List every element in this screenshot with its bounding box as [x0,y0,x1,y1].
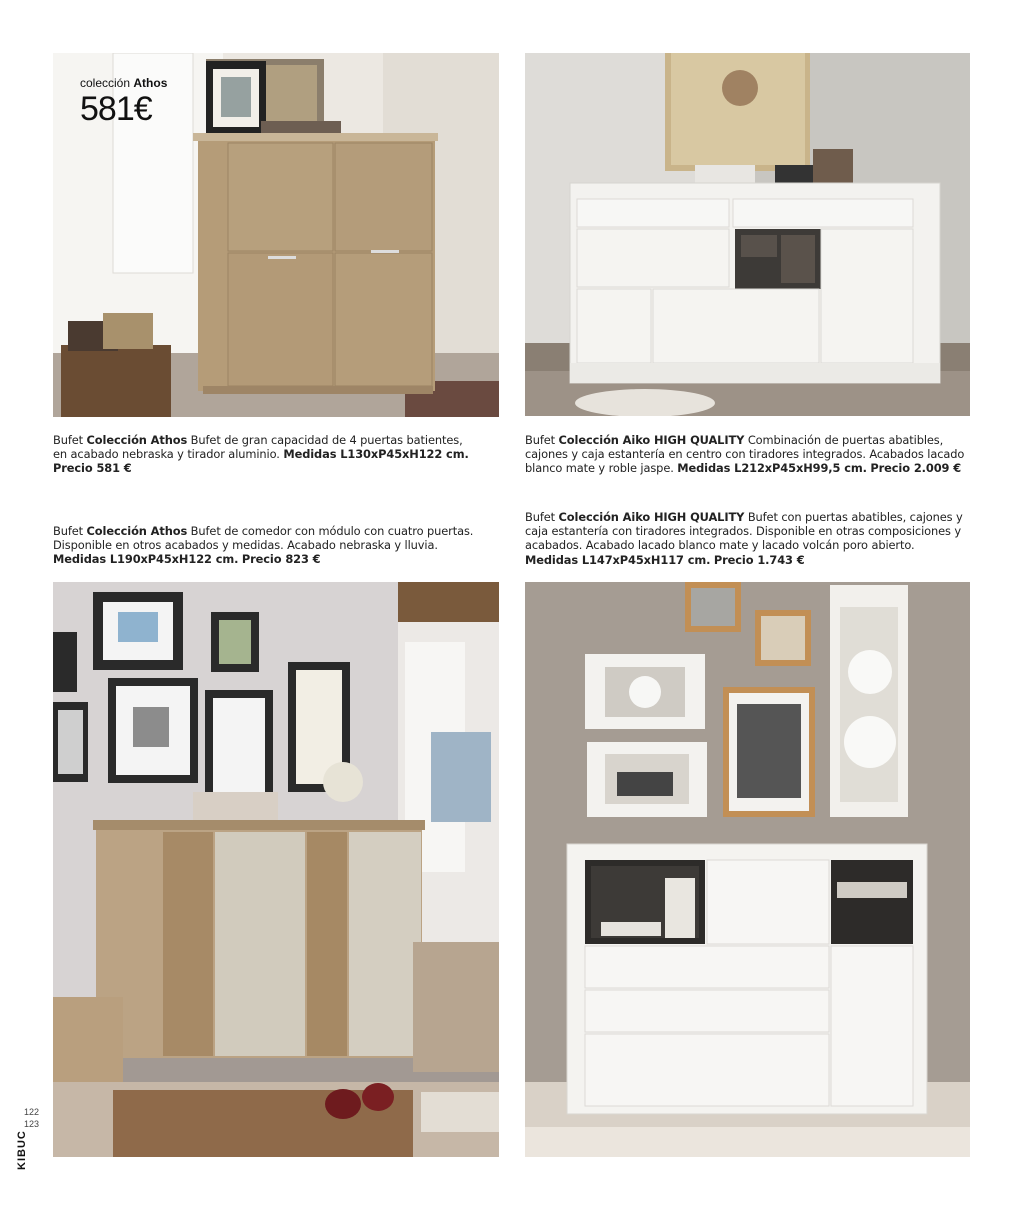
caption-description: Bufet de comedor con módulo con cuatro puertas. Disponible en otros acabados y medidas. Acabado nebraska y lluvia. [53,524,474,553]
caption-lead: Bufet [525,510,559,524]
caption-product-1 [53,433,473,476]
price-tag-amount: 581€ [80,90,152,128]
caption-price: Precio 581 € [53,461,132,476]
caption-price: Precio 2.009 € [870,461,962,476]
photo-aiko-sideboard [525,53,970,416]
brand-name: KIBUC [16,1130,28,1170]
page-numbers [24,1106,39,1130]
caption-product-3 [53,524,483,567]
page-number-right: 123 [24,1119,40,1129]
caption-lead: Bufet [53,433,87,447]
caption-collection: Colección Athos [86,433,188,447]
caption-measures: Medidas L147xP45xH117 cm. [525,552,711,567]
price-tag-collection [80,76,167,90]
caption-description: Bufet con puertas abatibles, cajones y caja estantería con tiradores integrados. Disponible en otras composiciones y acabados. Acabado lacado blanco mate y lacado volcán poro abierto. [525,510,963,553]
price-tag [80,76,167,128]
caption-collection: Colección Aiko HIGH QUALITY [558,510,745,524]
caption-description: Bufet de gran capacidad de 4 puertas batientes, en acabado nebraska y tirador aluminio. [53,433,463,462]
caption-product-4 [525,510,970,567]
caption-lead: Bufet [53,524,87,538]
caption-collection: Colección Aiko HIGH QUALITY [558,433,745,447]
photo-athos-dining-buffet [53,582,499,1157]
caption-price: Precio 1.743 € [713,552,805,567]
caption-price: Precio 823 € [241,552,321,567]
caption-measures: Medidas L130xP45xH122 cm. [283,447,469,462]
caption-measures: Medidas L190xP45xH122 cm. [53,552,239,567]
caption-lead: Bufet [525,433,559,447]
caption-measures: Medidas L212xP45xH99,5 cm. [677,461,867,476]
caption-description: Combinación de puertas abatibles, cajones y caja estantería en centro con tiradores integrados. Acabados lacado blanco mate y roble jaspe. [525,433,965,476]
page-number-left: 122 [24,1107,40,1117]
caption-product-2 [525,433,970,476]
photo-aiko-buffet [525,582,970,1157]
caption-collection: Colección Athos [86,524,188,538]
collection-prefix: colección [80,76,131,90]
collection-name: Athos [133,76,168,90]
